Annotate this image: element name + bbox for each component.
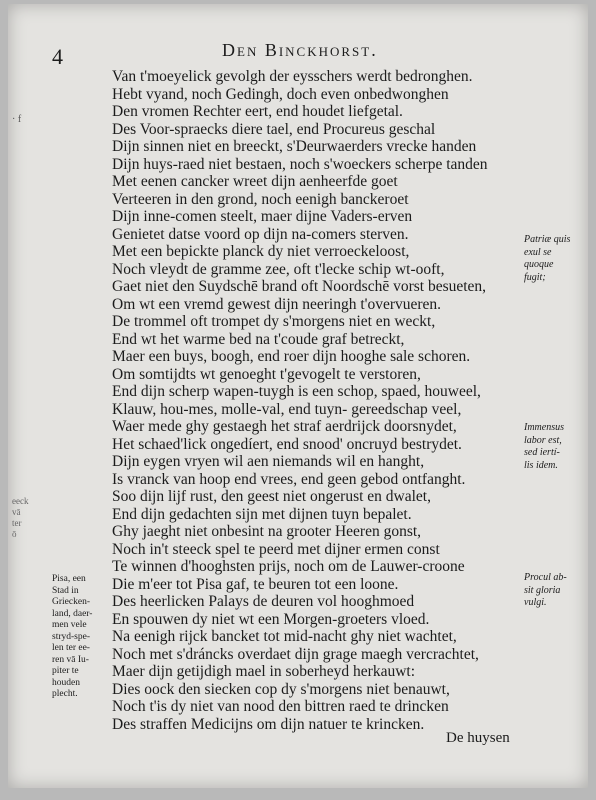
verse-line: Het schaed'lick ongedíert, end snood' oncruyd bestrydet.	[112, 435, 462, 453]
note-line: Immensus	[524, 422, 564, 433]
note-line: ren vā Iu-	[52, 654, 89, 665]
verse-line: Die m'eer tot Pisa gaf, te beuren tot een loone.	[112, 575, 399, 593]
note-line: exul se	[524, 246, 552, 258]
verse-line: Met eenen cancker wreet dijn aenheerfde goet	[112, 173, 398, 190]
note-line: sed iertí-	[524, 447, 560, 458]
marginal-note-right	[524, 234, 570, 284]
verse-line: De trommel oft trompet dy s'morgens niet en weckt,	[112, 313, 436, 330]
note-line: lis idem.	[524, 459, 558, 471]
bleed-through-text	[12, 496, 28, 540]
note-line: stryd-spe-	[52, 631, 90, 642]
book-page	[8, 4, 588, 788]
verse-line: Genietet datse voord op dijn na-comers sterven.	[112, 225, 409, 243]
verse-line: Dijn inne-comen steelt, maer dijne Vaders-erven	[112, 208, 413, 225]
marginal-note-right	[524, 422, 564, 472]
bleed-through-line: ō	[12, 529, 17, 539]
verse-line: Des Voor-spraecks diere tael, end Procureus geschal	[112, 120, 436, 138]
bleed-through-mark: · f	[12, 114, 22, 125]
bleed-through-line: ter	[12, 518, 22, 528]
note-line: Pisa, een	[52, 574, 86, 584]
verse-line: End dijn gedachten sijn met dijnen tuyn bepalet.	[112, 505, 412, 523]
note-line: land, daer-	[52, 608, 93, 619]
verse-line: Dijn sinnen niet en breeckt, s'Deurwaerders vrecke handen	[112, 138, 477, 155]
verse-line: Waer mede ghy gestaegh het straf aerdrijck doorsnydet,	[112, 418, 457, 435]
verse-line: Te winnen d'hooghsten prijs, noch om de Lauwer-croone	[112, 558, 465, 575]
note-line: sit gloria	[524, 584, 561, 596]
verse-line: End dijn scherp wapen-tuygh is een schop, spaed, houweel,	[112, 383, 481, 400]
note-line: Griecken-	[52, 597, 90, 607]
marginal-note-right	[524, 572, 567, 610]
running-head: Den Binckhorst.	[222, 40, 378, 60]
note-line: plecht.	[52, 689, 78, 699]
note-line: men vele	[52, 620, 87, 630]
verse-line: Hebt vyand, noch Gedingh, doch even onbedwonghen	[112, 85, 449, 103]
note-line: len ter ee-	[52, 643, 90, 653]
verse-line: Gaet niet den Suydschē brand oft Noordschē vorst besueten,	[112, 278, 487, 295]
catchword: De huysen	[446, 730, 510, 746]
verse-line: Dijn eygen vryen wil aen niemands wil en hanght,	[112, 453, 425, 470]
verse-line: Verteeren in den grond, noch eenigh banckeroet	[112, 190, 409, 208]
note-line: Procul ab-	[524, 572, 567, 583]
verse-line: Ghy jaeght niet onbesint na grooter Heeren gonst,	[112, 523, 422, 540]
bleed-through-line: vā	[12, 507, 21, 517]
verse-line: End wt het warme bed na t'coude graf betreckt,	[112, 330, 405, 348]
verse-line: En spouwen dy niet wt een Morgen-groeters vloed.	[112, 610, 430, 628]
poem-text	[112, 68, 532, 733]
note-line: fugit;	[524, 271, 546, 283]
verse-line: Dijn huys-raed niet bestaen, noch s'woeckers scherpe tanden	[112, 155, 488, 173]
verse-line: Den vromen Rechter eert, end houdet liefgetal.	[112, 103, 403, 120]
note-line: labor est,	[524, 434, 562, 446]
verse-line: Noch t'is dy niet van nood den bittren raed te drincken	[112, 698, 449, 715]
verse-line: Soo dijn lijf rust, den geest niet ongerust en dwalet,	[112, 488, 431, 505]
note-line: houden	[52, 677, 80, 688]
verse-line: Om somtijdts wt genoeght t'gevogelt te verstoren,	[112, 365, 421, 383]
note-line: vulgi.	[524, 597, 547, 608]
note-line: piter te	[52, 666, 79, 676]
verse-line: Maer dijn getijdigh mael in soberheyd herkauwt:	[112, 663, 416, 680]
verse-line: Na eenigh rijck bancket tot mid-nacht ghy niet wachtet,	[112, 628, 457, 645]
verse-line: Om wt een vremd gewest dijn neeringh t'overvueren.	[112, 295, 442, 313]
verse-line: Van t'moeyelick gevolgh der eysschers werdt bedronghen.	[112, 68, 473, 85]
verse-line: Dies oock den siecken cop dy s'morgens niet benauwt,	[112, 680, 450, 698]
verse-line: Noch in't steeck spel te peerd met dijner ermen const	[112, 540, 440, 558]
verse-line: Met een bepickte planck dy niet verroeckeloost,	[112, 243, 410, 260]
marginal-note-left	[52, 574, 92, 701]
verse-line: Noch met s'dráncks overdaet dijn grage maegh vercrachtet,	[112, 645, 479, 663]
page-number: 4	[52, 44, 63, 69]
note-line: quoque	[524, 259, 554, 270]
verse-line: Des heerlicken Palays de deuren vol hooghmoed	[112, 593, 415, 610]
note-line: Stad in	[52, 585, 79, 596]
verse-line: Klauw, hou-mes, molle-val, end tuyn- gereedschap veel,	[112, 400, 462, 418]
verse-line: Des straffen Medicijns om dijn natuer te krincken.	[112, 715, 425, 733]
verse-line: Maer een buys, boogh, end roer dijn hooghe sale schoren.	[112, 348, 471, 365]
note-line: Patriæ quis	[524, 234, 571, 245]
verse-line: Is vranck van hoop end vrees, end geen gebod ontfanght.	[112, 470, 466, 488]
verse-line: Noch vleydt de gramme zee, oft t'lecke schip wt-ooft,	[112, 260, 445, 278]
bleed-through-line: eeck	[12, 496, 29, 506]
